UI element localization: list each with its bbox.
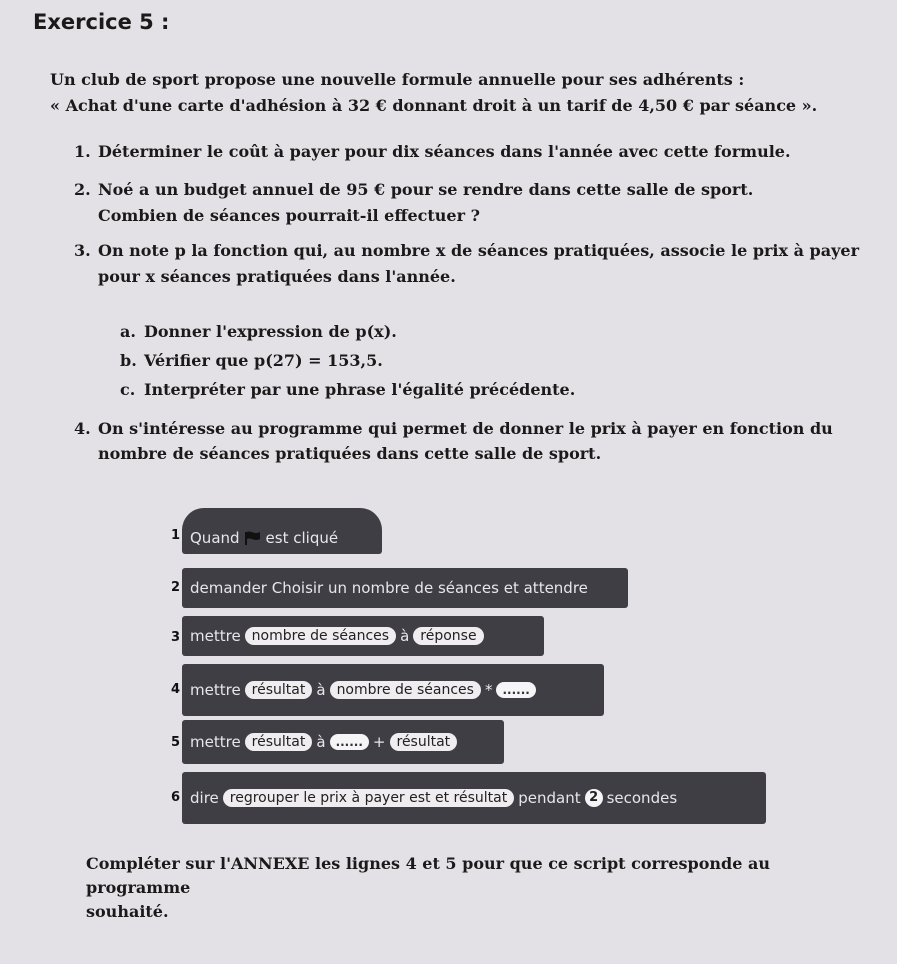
question-text: Donner l'expression de p(x). bbox=[144, 322, 397, 341]
question-text: Déterminer le coût à payer pour dix séances dans l'année avec cette formule. bbox=[98, 142, 791, 161]
say-verb: dire bbox=[190, 789, 219, 807]
set-variable-block-4[interactable] bbox=[182, 664, 604, 716]
question-number: a. bbox=[120, 322, 136, 341]
when-label: Quand bbox=[190, 529, 240, 547]
multiply-operator: * bbox=[484, 681, 493, 699]
question-text: On s'intéresse au programme qui permet de donner le prix à payer en fonction du bbox=[98, 419, 833, 438]
question-number: c. bbox=[120, 380, 136, 399]
join-reporter[interactable] bbox=[223, 789, 514, 807]
closing-line-1: Compléter sur l'ANNEXE les lignes 4 et 5 pour que ce script corresponde au programme bbox=[86, 854, 770, 897]
set-variable-block-3[interactable] bbox=[182, 616, 544, 656]
question-3c bbox=[120, 380, 575, 399]
blank-input[interactable]: ...... bbox=[330, 734, 369, 750]
value-input[interactable]: réponse bbox=[413, 627, 483, 645]
during-label: pendant bbox=[518, 789, 581, 807]
intro-line-2: « Achat d'une carte d'adhésion à 32 € donnant droit à un tarif de 4,50 € par séance ». bbox=[50, 96, 818, 115]
question-3b bbox=[120, 351, 383, 370]
line-number: 6 bbox=[171, 790, 181, 805]
question-text: Interpréter par une phrase l'égalité précédente. bbox=[144, 380, 576, 399]
join-string: le prix à payer est bbox=[303, 790, 431, 806]
value-reporter[interactable]: nombre de séances bbox=[330, 681, 481, 699]
intro-line-1: Un club de sport propose une nouvelle formule annuelle pour ses adhérents : bbox=[50, 70, 745, 89]
variable-dropdown[interactable]: nombre de séances bbox=[245, 627, 396, 645]
to-label: à bbox=[316, 733, 326, 751]
closing-line-2: souhaité. bbox=[86, 902, 169, 921]
closing-instruction bbox=[86, 852, 866, 924]
ask-text: demander Choisir un nombre de séances et attendre bbox=[190, 579, 588, 597]
set-verb: mettre bbox=[190, 681, 241, 699]
line-number: 4 bbox=[171, 682, 181, 697]
green-flag-icon bbox=[244, 531, 262, 545]
question-2 bbox=[74, 180, 753, 199]
set-verb: mettre bbox=[190, 627, 241, 645]
variable-dropdown[interactable]: résultat bbox=[245, 733, 313, 751]
seconds-label: secondes bbox=[606, 789, 678, 807]
say-for-secs-block[interactable] bbox=[182, 772, 766, 824]
line-number: 1 bbox=[171, 528, 181, 543]
line-number: 5 bbox=[171, 735, 181, 750]
question-text: On note p la fonction qui, au nombre x de séances pratiquées, associe le prix à payer bbox=[98, 241, 860, 260]
set-verb: mettre bbox=[190, 733, 241, 751]
to-label: à bbox=[400, 627, 410, 645]
question-1 bbox=[74, 142, 791, 161]
question-number: b. bbox=[120, 351, 137, 370]
question-text: Vérifier que p(27) = 153,5. bbox=[144, 351, 383, 370]
line-number: 2 bbox=[171, 580, 181, 595]
seconds-input[interactable]: 2 bbox=[585, 789, 603, 807]
question-text: Noé a un budget annuel de 95 € pour se rendre dans cette salle de sport. bbox=[98, 180, 754, 199]
variable-dropdown[interactable]: résultat bbox=[245, 681, 313, 699]
blank-input[interactable]: ...... bbox=[496, 682, 535, 698]
question-number: 1. bbox=[74, 142, 91, 161]
plus-operator: + bbox=[372, 733, 386, 751]
to-label: à bbox=[316, 681, 326, 699]
question-4 bbox=[74, 419, 833, 438]
question-number: 3. bbox=[74, 241, 91, 260]
question-number: 2. bbox=[74, 180, 91, 199]
question-2-line-2: Combien de séances pourrait-il effectuer ? bbox=[98, 206, 480, 225]
question-4-line-2: nombre de séances pratiquées dans cette salle de sport. bbox=[98, 444, 602, 463]
question-number: 4. bbox=[74, 419, 91, 438]
clicked-label: est cliqué bbox=[265, 529, 339, 547]
question-3-line-2: pour x séances pratiquées dans l'année. bbox=[98, 267, 456, 286]
set-variable-block-5[interactable] bbox=[182, 720, 504, 764]
when-flag-clicked-block[interactable] bbox=[182, 508, 382, 554]
value-reporter[interactable]: résultat bbox=[390, 733, 458, 751]
line-number: 3 bbox=[171, 630, 181, 645]
question-3a bbox=[120, 322, 397, 341]
ask-and-wait-block[interactable] bbox=[182, 568, 628, 608]
exercise-title: Exercice 5 : bbox=[33, 10, 170, 34]
join-value: résultat bbox=[453, 790, 508, 806]
join-and: et bbox=[434, 790, 450, 806]
join-label: regrouper bbox=[229, 790, 299, 806]
question-3 bbox=[74, 241, 859, 260]
